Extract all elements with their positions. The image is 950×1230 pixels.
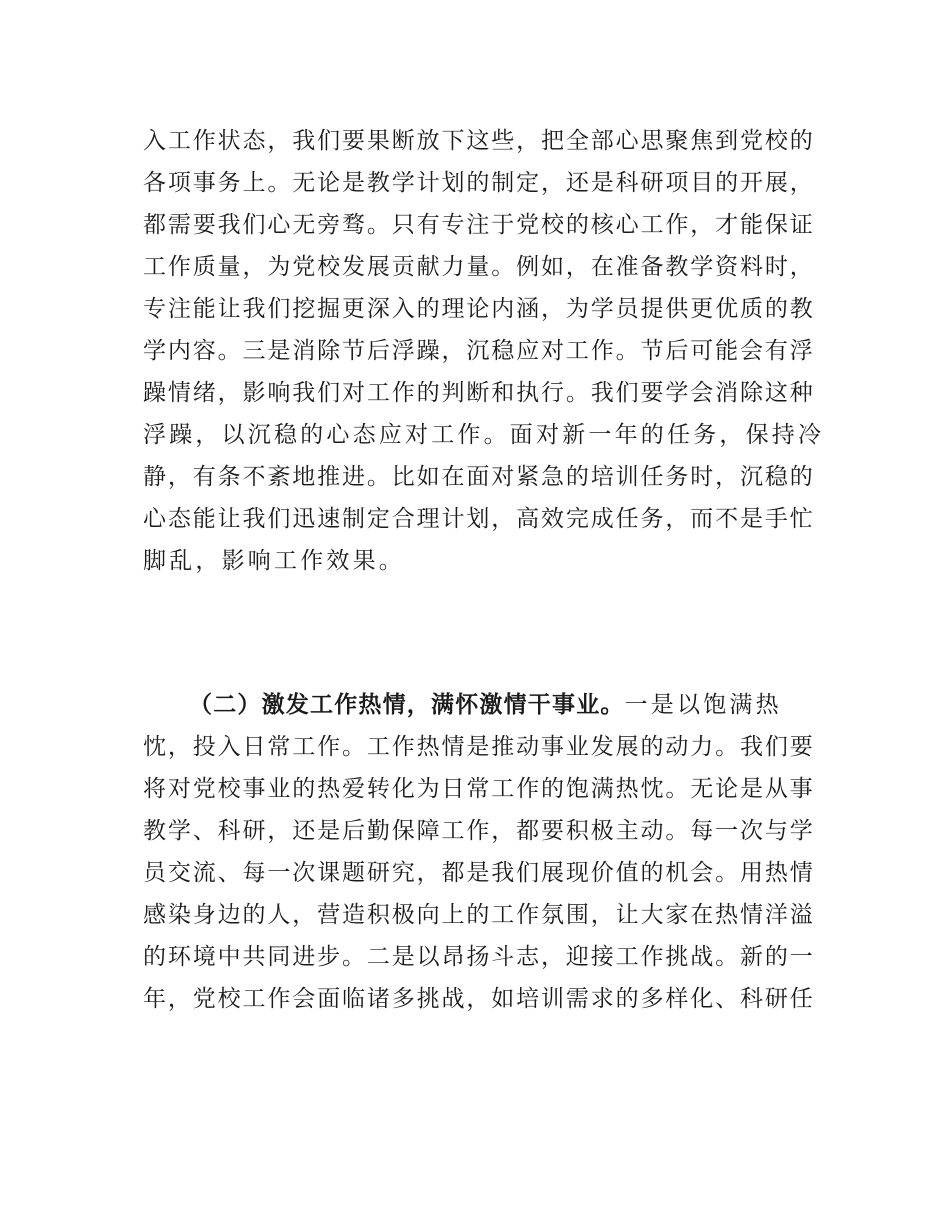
text-line: 将 对 党 校 事 业 的 热 爱 转 化 为 日 常 工 作 的 饱 满 热 忱 。 无 论 是 从 事 xyxy=(143,776,813,802)
text-line: 入 工 作 状 态 ， 我 们 要 果 断 放 下 这 些 ， 把 全 部 心 思 聚 焦 到 党 校 的 xyxy=(143,128,813,154)
text-line: 脚乱，影响工作效果。 xyxy=(143,548,405,574)
paragraph-2 xyxy=(143,684,813,1020)
text-line: 心 态 能 让 我 们 迅 速 制 定 合 理 计 划 ， 高 效 完 成 任 务 ， 而 不 是 手 忙 xyxy=(143,506,813,532)
heading-line-rest: 一是以饱满热 xyxy=(624,692,782,718)
text-line: 工 作 质 量 ， 为 党 校 发 展 贡 献 力 量 。 例 如 ， 在 准 备 教 学 资 料 时 ， xyxy=(143,254,813,280)
text-line: 年 ， 党 校 工 作 会 面 临 诸 多 挑 战 ， 如 培 训 需 求 的 多 样 化 、 科 研 任 xyxy=(143,986,813,1012)
heading-line xyxy=(143,684,813,726)
text-line: 的 环 境 中 共 同 进 步 。 二 是 以 昂 扬 斗 志 ， 迎 接 工 作 挑 战 。 新 的 一 xyxy=(143,944,813,970)
text-line: 躁 情 绪 ， 影 响 我 们 对 工 作 的 判 断 和 执 行 。 我 们 要 学 会 消 除 这 种 xyxy=(143,380,813,406)
text-line: 学 内 容 。 三 是 消 除 节 后 浮 躁 ， 沉 稳 应 对 工 作 。 节 后 可 能 会 有 浮 xyxy=(143,338,813,364)
text-line: 忱 ， 投 入 日 常 工 作 。 工 作 热 情 是 推 动 事 业 发 展 的 动 力 。 我 们 要 xyxy=(143,734,813,760)
section-heading: （二）激发工作热情，满怀激情干事业。 xyxy=(189,691,625,718)
text-line: 员 交 流 、 每 一 次 课 题 研 究 ， 都 是 我 们 展 现 价 值 的 机 会 。 用 热 情 xyxy=(143,860,813,886)
text-line: 静 ， 有 条 不 紊 地 推 进 。 比 如 在 面 对 紧 急 的 培 训 任 务 时 ， 沉 稳 的 xyxy=(143,464,813,490)
text-line: 专 注 能 让 我 们 挖 掘 更 深 入 的 理 论 内 涵 ， 为 学 员 提 供 更 优 质 的 教 xyxy=(143,296,813,322)
text-line: 教 学 、 科 研 ， 还 是 后 勤 保 障 工 作 ， 都 要 积 极 主 动 。 每 一 次 与 学 xyxy=(143,818,813,844)
text-line: 各 项 事 务 上 。 无 论 是 教 学 计 划 的 制 定 ， 还 是 科 研 项 目 的 开 展 ， xyxy=(143,170,813,196)
text-line: 感 染 身 边 的 人 ， 营 造 积 极 向 上 的 工 作 氛 围 ， 让 大 家 在 热 情 洋 溢 xyxy=(143,902,813,928)
text-line: 浮躁，以沉稳的心态应对工作。面对新一年的任务，保持冷 xyxy=(143,422,825,448)
text-line: 都 需 要 我 们 心 无 旁 骛 。 只 有 专 注 于 党 校 的 核 心 工 作 ， 才 能 保 证 xyxy=(143,212,813,238)
paragraph-1 xyxy=(143,120,825,582)
